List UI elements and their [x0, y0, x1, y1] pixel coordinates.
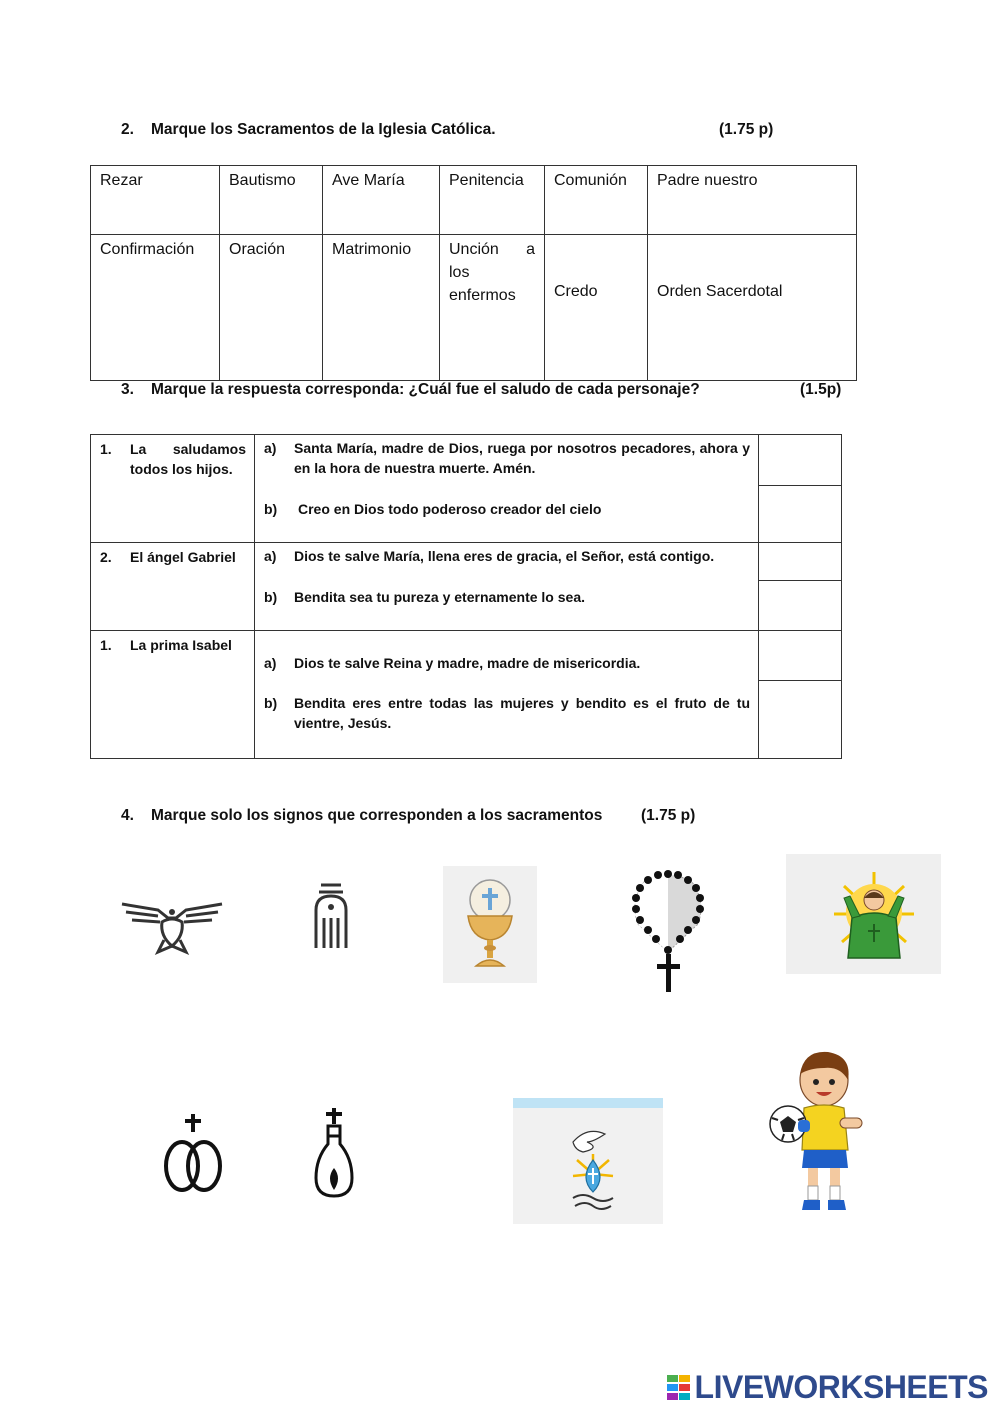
- section-3-points: (1.5p): [800, 381, 842, 398]
- section-4-heading: [121, 807, 602, 825]
- table-cell[interactable]: Confirmación: [91, 235, 220, 381]
- priest-image[interactable]: [786, 854, 941, 974]
- option-b: b) Creo en Dios todo poderoso creador del cielo: [264, 501, 602, 517]
- sacraments-table: [90, 165, 857, 381]
- option-b: b) Bendita sea tu pureza y eternamente lo sea.: [264, 589, 585, 605]
- option-a: a) Dios te salve María, llena eres de gracia, el Señor, está contigo.: [264, 548, 715, 564]
- priest-icon: [786, 854, 941, 974]
- section-number: 2.: [121, 121, 134, 138]
- section-2-heading: [121, 121, 496, 139]
- section-2-points: (1.75 p): [719, 121, 774, 138]
- greetings-table: [90, 434, 842, 759]
- liveworksheets-logo-icon: [667, 1375, 691, 1401]
- table-cell[interactable]: Rezar: [91, 166, 220, 235]
- answer-box-b[interactable]: [759, 581, 841, 627]
- table-cell[interactable]: Comunión: [545, 166, 648, 235]
- options-cell: [255, 435, 759, 543]
- oil-flask-icon[interactable]: [312, 1106, 356, 1202]
- brand-name: LIVEWORKSHEETS: [694, 1369, 988, 1405]
- table-cell[interactable]: Orden Sacerdotal: [648, 235, 857, 381]
- oil-vessel-icon[interactable]: [306, 880, 356, 952]
- chalice-image[interactable]: [443, 866, 537, 983]
- chalice-icon: [443, 866, 537, 983]
- table-cell[interactable]: Oración: [220, 235, 323, 381]
- answer-cell: [759, 543, 842, 631]
- section-3-heading: [121, 381, 700, 399]
- table-cell-uncion[interactable]: Unción a los enfermos: [440, 235, 545, 381]
- options-cell: [255, 631, 759, 759]
- table-cell[interactable]: Matrimonio: [323, 235, 440, 381]
- option-a: a) Santa María, madre de Dios, ruega por nosotros pecadores, ahora y en la hora de nuestra muerte. Amén.: [264, 440, 750, 476]
- section-number: 3.: [121, 381, 134, 398]
- wedding-rings-icon[interactable]: [162, 1112, 224, 1196]
- table-cell[interactable]: Padre nuestro: [648, 166, 857, 235]
- answer-box-a[interactable]: [759, 435, 841, 486]
- answer-box-b[interactable]: [759, 681, 841, 755]
- options-cell: [255, 543, 759, 631]
- answer-box-b[interactable]: [759, 486, 841, 539]
- table-cell[interactable]: Bautismo: [220, 166, 323, 235]
- boy-football-icon[interactable]: [768, 1046, 868, 1218]
- baptism-image[interactable]: [513, 1098, 663, 1224]
- section-number: 4.: [121, 807, 134, 824]
- character-cell: 1. La prima Isabel: [91, 631, 255, 759]
- answer-box-a[interactable]: [759, 543, 841, 581]
- dove-icon[interactable]: [118, 896, 226, 958]
- option-a: a) Dios te salve Reina y madre, madre de misericordia.: [264, 655, 641, 671]
- option-b: b) Bendita eres entre todas las mujeres y bendito es el fruto de tu vientre, Jesús.: [264, 695, 750, 731]
- section-4-points: (1.75 p): [641, 807, 696, 824]
- answer-cell: [759, 435, 842, 543]
- answer-box-a[interactable]: [759, 631, 841, 681]
- section-title: Marque los Sacramentos de la Iglesia Católica.: [151, 121, 496, 138]
- character-cell: 1. La saludamos todos los hijos.: [91, 435, 255, 543]
- rosary-icon[interactable]: [602, 862, 742, 1000]
- table-cell[interactable]: Credo: [545, 235, 648, 381]
- section-title: Marque solo los signos que corresponden a los sacramentos: [151, 807, 603, 824]
- table-cell[interactable]: Ave María: [323, 166, 440, 235]
- answer-cell: [759, 631, 842, 759]
- baptism-icon: [513, 1098, 663, 1224]
- section-title: Marque la respuesta corresponda: ¿Cuál fue el saludo de cada personaje?: [151, 381, 700, 398]
- table-cell[interactable]: Penitencia: [440, 166, 545, 235]
- character-cell: 2. El ángel Gabriel: [91, 543, 255, 631]
- footer-brand: [667, 1369, 988, 1406]
